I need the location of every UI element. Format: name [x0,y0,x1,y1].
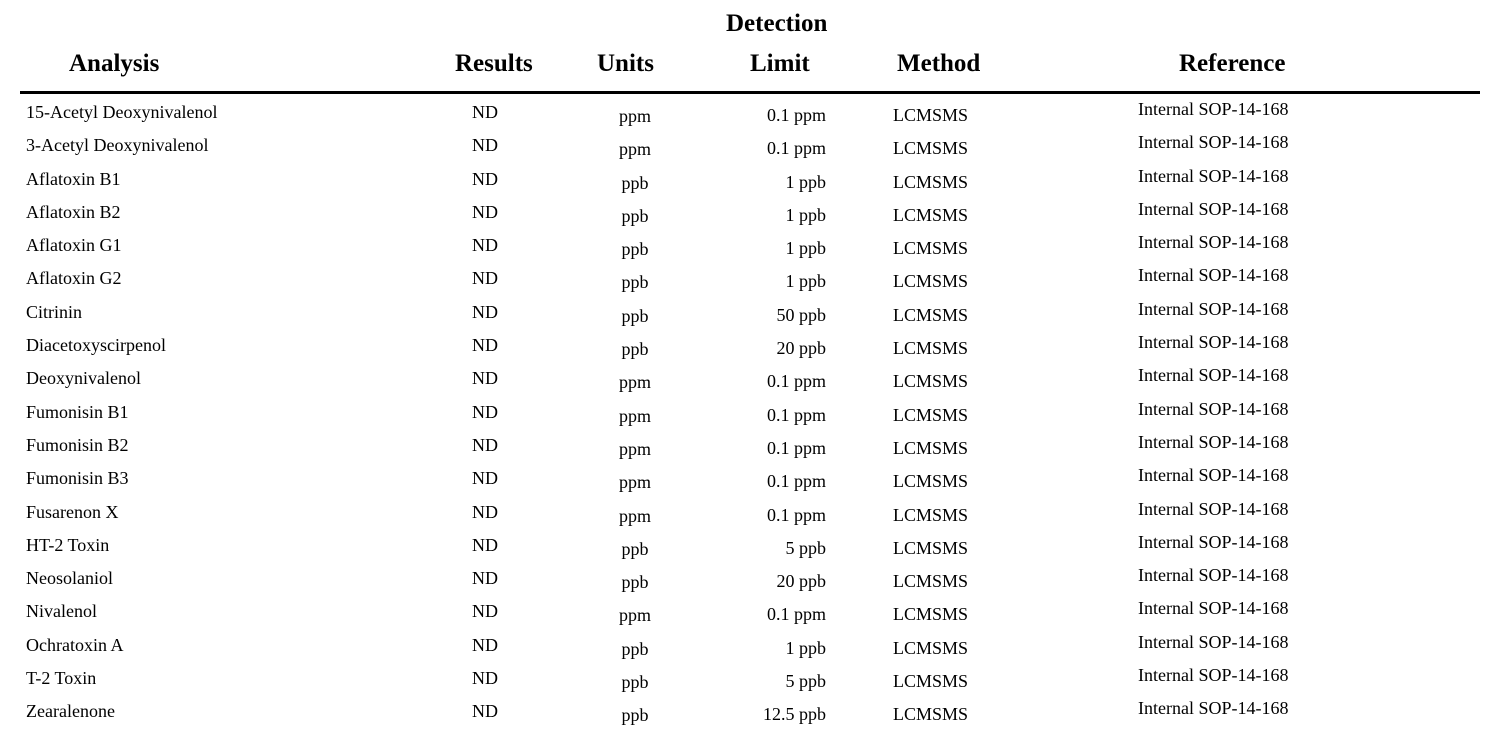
cell-analysis: Fumonisin B3 [26,468,129,489]
cell-detection-limit: 1 ppb [785,204,826,225]
cell-method: LCMSMS [893,471,969,492]
cell-result: ND [472,135,498,156]
cell-result: ND [472,601,498,622]
cell-units: ppb [621,672,649,693]
cell-units: ppb [621,205,649,226]
cell-result: ND [472,235,498,256]
table-row [0,95,1498,128]
cell-result: ND [472,268,498,289]
cell-method: LCMSMS [893,537,969,558]
cell-units: ppb [621,239,649,260]
cell-reference: Internal SOP-14-168 [1138,598,1289,619]
cell-detection-limit: 0.1 ppm [766,504,826,525]
cell-result: ND [472,102,498,122]
cell-detection-limit: 1 ppb [785,271,826,292]
cell-method: LCMSMS [893,504,969,525]
cell-units: ppm [618,405,651,426]
cell-detection-limit: 1 ppb [785,637,826,658]
cell-method: LCMSMS [893,571,969,592]
table-row [0,428,1498,461]
cell-analysis: Zearalenone [26,701,115,722]
cell-reference: Internal SOP-14-168 [1138,365,1289,386]
table-row [0,295,1498,328]
cell-units: ppm [618,106,651,126]
cell-units: ppm [618,438,651,459]
cell-method: LCMSMS [893,671,969,692]
cell-detection-limit: 5 ppb [785,537,826,558]
cell-result: ND [472,168,498,189]
cell-reference: Internal SOP-14-168 [1138,232,1289,253]
cell-method: LCMSMS [893,304,969,325]
cell-reference: Internal SOP-14-168 [1138,465,1289,486]
cell-detection-limit: 0.1 ppm [766,604,826,625]
cell-reference: Internal SOP-14-168 [1138,198,1289,219]
cell-method: LCMSMS [893,138,969,159]
cell-method: LCMSMS [893,637,969,658]
cell-result: ND [472,201,498,222]
cell-detection-limit: 0.1 ppm [766,105,826,125]
cell-result: ND [472,701,498,722]
cell-reference: Internal SOP-14-168 [1138,265,1289,286]
table-row [0,628,1498,661]
cell-result: ND [472,501,498,522]
cell-analysis: Diacetoxyscirpenol [26,335,166,356]
cell-units: ppm [618,505,651,526]
cell-reference: Internal SOP-14-168 [1138,631,1289,652]
cell-detection-limit: 50 ppb [776,304,826,325]
table-row [0,395,1498,428]
table-row [0,561,1498,594]
cell-detection-limit: 0.1 ppm [766,471,826,492]
cell-reference: Internal SOP-14-168 [1138,565,1289,586]
cell-reference: Internal SOP-14-168 [1138,398,1289,419]
table-row [0,661,1498,694]
header-method: Method [897,50,981,77]
cell-reference: Internal SOP-14-168 [1138,132,1289,153]
cell-detection-limit: 20 ppb [776,338,826,359]
cell-analysis: 3-Acetyl Deoxynivalenol [26,135,209,156]
cell-units: ppb [621,305,649,326]
cell-reference: Internal SOP-14-168 [1138,332,1289,353]
table-row [0,228,1498,261]
cell-analysis: 15-Acetyl Deoxynivalenol [26,102,218,122]
cell-detection-limit: 0.1 ppm [766,371,826,392]
cell-detection-limit: 1 ppb [785,238,826,259]
header-reference: Reference [1179,50,1286,77]
cell-detection-limit: 12.5 ppb [763,704,826,725]
header-divider [20,91,1480,94]
cell-method: LCMSMS [893,338,969,359]
cell-result: ND [472,401,498,422]
header-analysis: Analysis [69,50,160,77]
cell-units: ppm [618,372,651,393]
cell-result: ND [472,301,498,322]
cell-units: ppb [621,638,649,659]
cell-analysis: Fumonisin B1 [26,401,129,422]
cell-reference: Internal SOP-14-168 [1138,298,1289,319]
cell-method: LCMSMS [893,204,969,225]
cell-method: LCMSMS [893,404,969,425]
cell-units: ppm [618,472,651,493]
cell-analysis: T-2 Toxin [26,668,97,689]
header-limit: Limit [750,50,810,77]
results-table-body [0,95,1498,728]
cell-reference: Internal SOP-14-168 [1138,698,1289,719]
cell-detection-limit: 0.1 ppm [766,437,826,458]
cell-analysis: Fumonisin B2 [26,434,129,455]
cell-units: ppb [621,339,649,360]
cell-analysis: HT-2 Toxin [26,534,110,555]
cell-method: LCMSMS [893,604,969,625]
cell-detection-limit: 0.1 ppm [766,138,826,159]
cell-analysis: Deoxynivalenol [26,368,141,389]
table-row [0,128,1498,161]
cell-analysis: Nivalenol [26,601,97,622]
cell-units: ppb [621,272,649,293]
table-row [0,162,1498,195]
table-row [0,195,1498,228]
cell-result: ND [472,468,498,489]
cell-result: ND [472,668,498,689]
cell-detection-limit: 0.1 ppm [766,404,826,425]
cell-units: ppm [618,139,651,160]
cell-detection-limit: 1 ppb [785,171,826,192]
cell-analysis: Citrinin [26,301,83,322]
cell-reference: Internal SOP-14-168 [1138,431,1289,452]
cell-units: ppb [621,172,649,193]
cell-reference: Internal SOP-14-168 [1138,665,1289,686]
table-row [0,495,1498,528]
cell-method: LCMSMS [893,271,969,292]
cell-units: ppb [621,538,649,559]
cell-reference: Internal SOP-14-168 [1138,165,1289,186]
cell-result: ND [472,368,498,389]
cell-units: ppm [618,605,651,626]
cell-method: LCMSMS [893,238,969,259]
cell-reference: Internal SOP-14-168 [1138,498,1289,519]
cell-result: ND [472,634,498,655]
cell-analysis: Aflatoxin G2 [26,268,122,289]
cell-result: ND [472,434,498,455]
cell-reference: Internal SOP-14-168 [1138,99,1289,119]
cell-detection-limit: 5 ppb [785,671,826,692]
cell-method: LCMSMS [893,105,969,125]
cell-analysis: Aflatoxin G1 [26,235,122,256]
cell-detection-limit: 20 ppb [776,571,826,592]
cell-result: ND [472,568,498,589]
header-results: Results [455,50,533,77]
table-row [0,328,1498,361]
cell-method: LCMSMS [893,704,969,725]
cell-analysis: Aflatoxin B2 [26,201,121,222]
cell-result: ND [472,534,498,555]
cell-analysis: Fusarenon X [26,501,119,522]
cell-units: ppb [621,572,649,593]
cell-analysis: Aflatoxin B1 [26,168,121,189]
header-units: Units [597,50,654,77]
cell-result: ND [472,335,498,356]
cell-analysis: Neosolaniol [26,568,113,589]
table-row [0,594,1498,627]
cell-method: LCMSMS [893,171,969,192]
table-row [0,261,1498,294]
table-header [0,0,1498,94]
cell-method: LCMSMS [893,371,969,392]
table-row [0,361,1498,394]
cell-analysis: Ochratoxin A [26,634,124,655]
header-detection: Detection [726,10,828,37]
cell-method: LCMSMS [893,437,969,458]
cell-reference: Internal SOP-14-168 [1138,531,1289,552]
table-row [0,528,1498,561]
cell-units: ppb [621,705,649,726]
table-row [0,694,1498,727]
table-row [0,461,1498,494]
